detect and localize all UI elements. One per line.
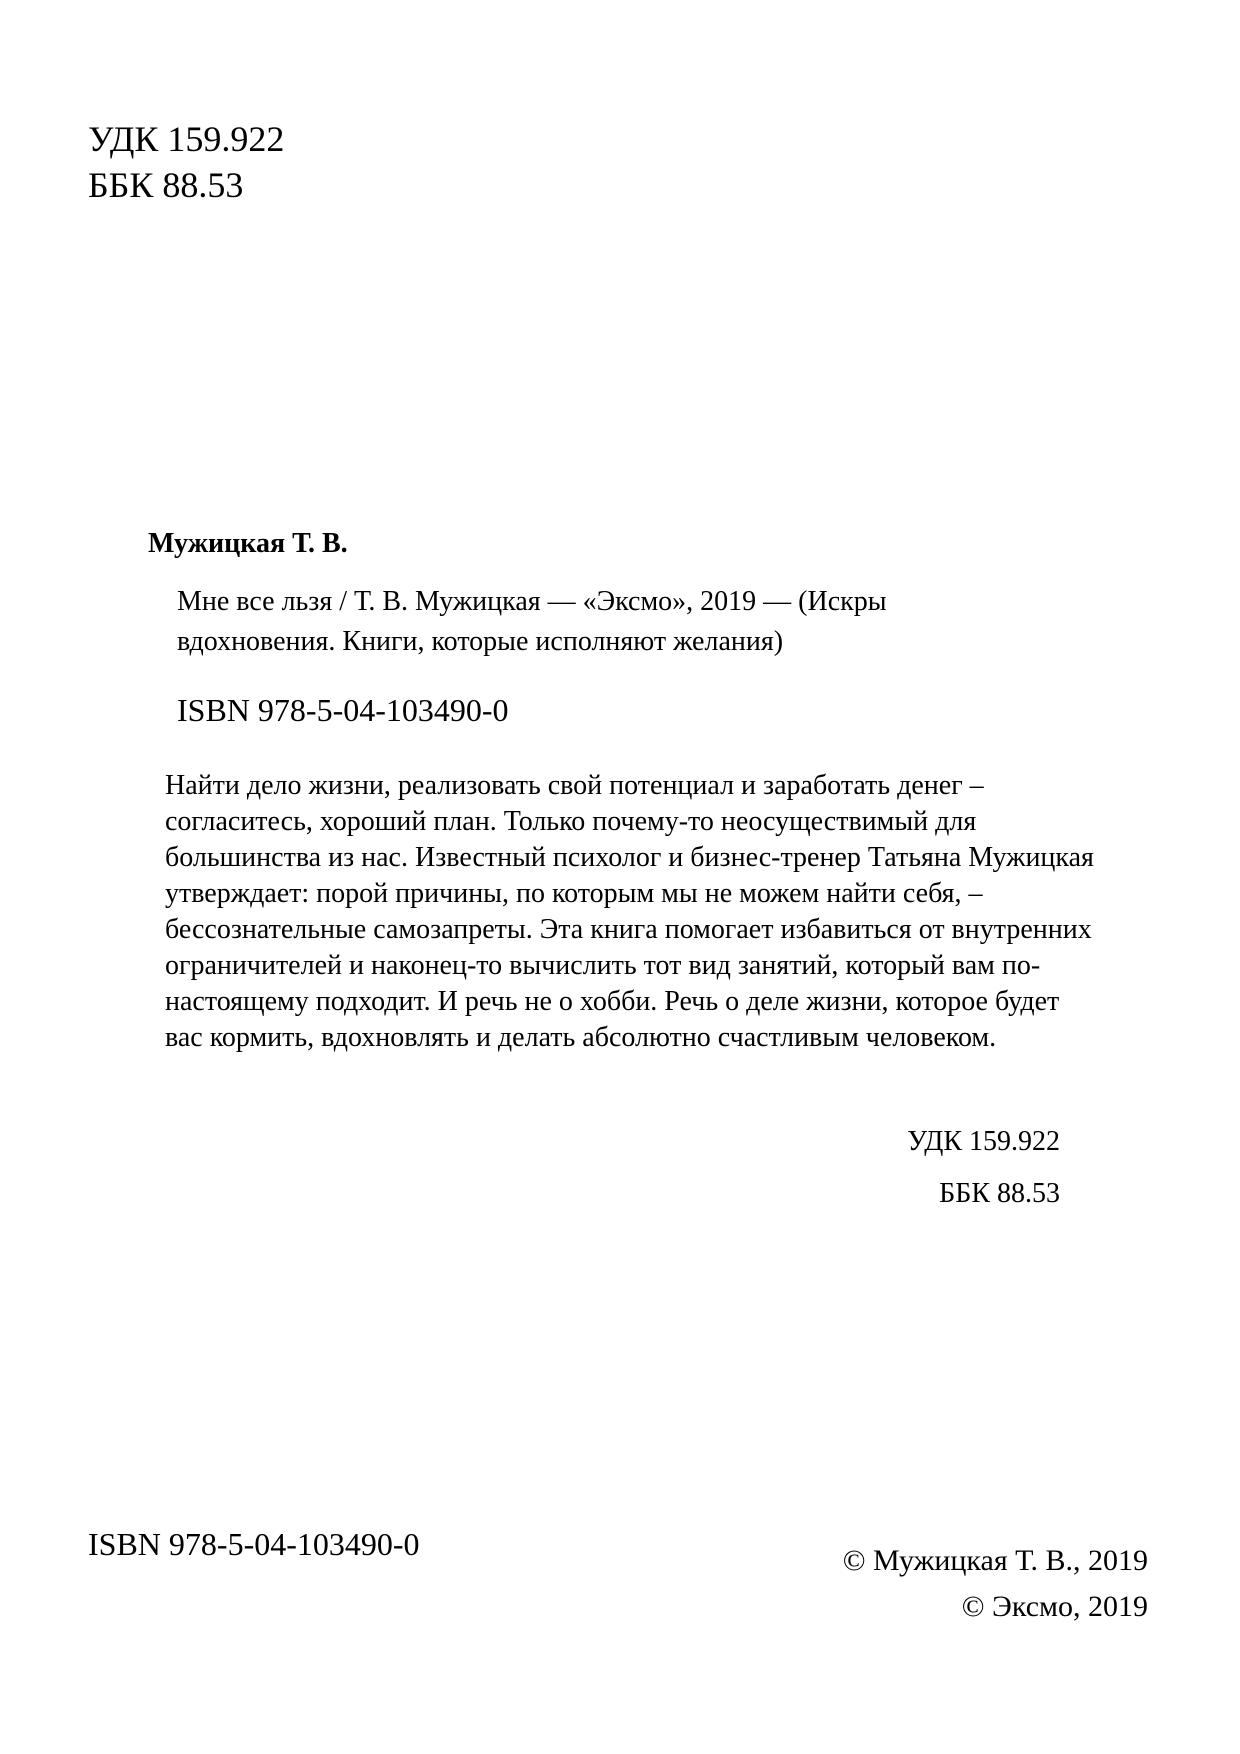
annotation-paragraph	[165, 768, 1125, 1056]
author-name: Мужицкая Т. В.	[148, 528, 348, 559]
annotation-line: утверждает: порой причины, по которым мы не можем найти себя, –	[165, 878, 983, 909]
annotation-line: согласитесь, хороший план. Только почему-то неосуществимый для	[165, 806, 977, 837]
annotation-line: вас кормить, вдохновлять и делать абсолютно счастливым человеком.	[165, 1022, 997, 1053]
annotation-line: бессознательные самозапреты. Эта книга помогает избавиться от внутренних	[165, 914, 1092, 945]
classification-udk: УДК 159.922	[907, 1126, 1060, 1157]
annotation-line: ограничителей и наконец-то вычислить тот вид занятий, который вам по-	[165, 950, 1041, 981]
annotation-line: Найти дело жизни, реализовать свой потенциал и заработать денег –	[165, 770, 984, 801]
record-isbn: ISBN 978-5-04-103490-0	[177, 692, 509, 728]
annotation-line: большинства из нас. Известный психолог и бизнес-тренер Татьяна Мужицкая	[165, 842, 1094, 873]
footer-isbn: ISBN 978-5-04-103490-0	[88, 1526, 420, 1562]
classification-bbk: ББК 88.53	[939, 1178, 1060, 1209]
annotation-line: настоящему подходит. И речь не о хобби. Речь о деле жизни, которое будет	[165, 986, 1060, 1017]
bibliographic-title-line-1: Мне все льзя / Т. В. Мужицкая — «Эксмо», 2019 — (Искры	[177, 586, 887, 617]
header-bbk: ББК 88.53	[88, 165, 244, 205]
bibliographic-title-line-2: вдохновения. Книги, которые исполняют желания)	[177, 626, 784, 657]
copyright-author: © Мужицкая Т. В., 2019	[842, 1544, 1148, 1577]
copyright-publisher: © Эксмо, 2019	[961, 1590, 1148, 1623]
header-udk: УДК 159.922	[88, 119, 285, 159]
